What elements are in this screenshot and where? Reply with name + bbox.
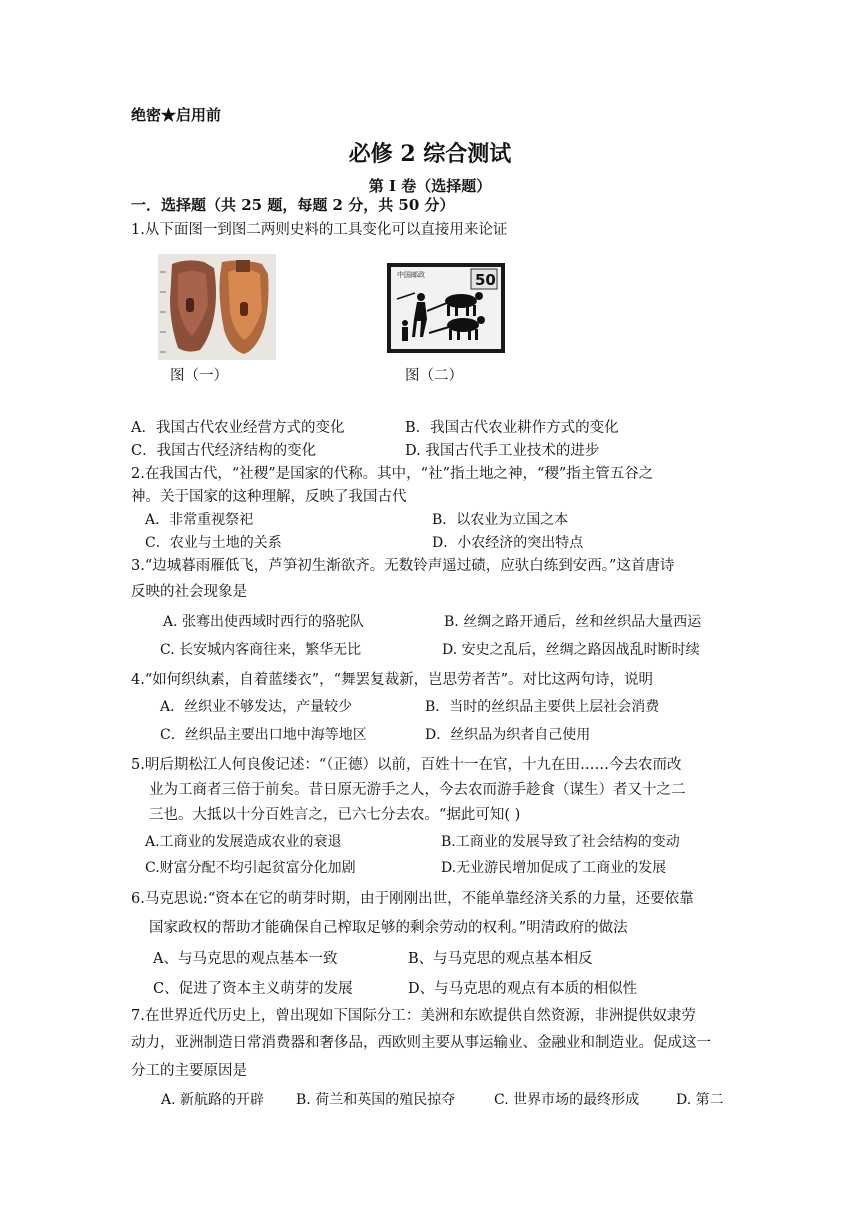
q1-option-b: B．我国古代农业耕作方式的变化 xyxy=(405,420,619,436)
question-5-stem-line-1: 5.明后期松江人何良俊记述：“（正德）以前，百姓十一在官，十九在田……今去农而改 xyxy=(131,757,682,773)
question-5-stem-line-2: 业为工商者三倍于前矣。昔日原无游手之人，今去农而游手趁食（谋生）者又十之二 xyxy=(149,782,686,798)
q7-option-c: C. 世界市场的最终形成 xyxy=(494,1092,640,1108)
q2-option-c: C．农业与土地的关系 xyxy=(145,535,282,551)
question-1-stem: 1.从下面图一到图二两则史料的工具变化可以直接用来论证 xyxy=(131,222,508,238)
question-6-stem-line-1: 6.马克思说:“资本在它的萌芽时期，由于刚刚出世，不能单靠经济关系的力量，还要依靠 xyxy=(131,891,694,907)
q1-option-c: C．我国古代经济结构的变化 xyxy=(131,443,317,459)
section-heading: 一．选择题（共 25 题，每题 2 分，共 50 分） xyxy=(131,196,455,214)
q3-option-c: C. 长安城内客商往来，繁华无比 xyxy=(160,642,362,658)
q2-option-b: B．以农业为立国之本 xyxy=(432,512,569,528)
q5-option-a: A.工商业的发展造成农业的衰退 xyxy=(145,834,342,850)
q1-option-d: D. 我国古代手工业技术的进步 xyxy=(405,443,600,459)
question-3-stem-line-1: 3.“边城暮雨雁低飞，芦笋初生渐欲齐。无数铃声遥过碛，应驮白练到安西。”这首唐诗 xyxy=(131,558,675,574)
part-heading: 第 I 卷（选择题） xyxy=(368,177,492,195)
question-7-stem-line-2: 动力，亚洲制造日常消费器和奢侈品，西欧则主要从事运输业、金融业和制造业。促成这一 xyxy=(131,1035,711,1051)
question-3-stem-line-2: 反映的社会现象是 xyxy=(131,584,247,600)
q4-option-c: C．丝织品主要出口地中海等地区 xyxy=(160,727,367,743)
q2-option-a: A．非常重视祭祀 xyxy=(145,512,254,528)
figure-2-image xyxy=(387,263,505,353)
q3-option-a: A. 张骞出使西域时西行的骆驼队 xyxy=(163,614,365,630)
q6-option-d: D、与马克思的观点有本质的相似性 xyxy=(408,981,638,997)
q3-option-b: B. 丝绸之路开通后，丝和丝织品大量西运 xyxy=(444,614,702,630)
page-title: 必修 2 综合测试 xyxy=(348,141,512,167)
figure-2-caption: 图（二） xyxy=(405,368,463,384)
q5-option-c: C.财富分配不均引起贫富分化加剧 xyxy=(145,860,356,876)
q7-option-b: B. 荷兰和英国的殖民掠夺 xyxy=(296,1092,456,1108)
q7-option-d: D. 第二 xyxy=(676,1092,724,1108)
figure-1-image xyxy=(158,254,276,360)
question-2-stem-line-1: 2.在我国古代，“社稷”是国家的代称。其中，“社”指土地之神，“稷”指主管五谷之 xyxy=(131,466,654,482)
q5-option-b: B.工商业的发展导致了社会结构的变动 xyxy=(441,834,680,850)
stamp-text: 中国邮政 xyxy=(397,271,425,279)
stamp-value: 50 xyxy=(475,271,496,289)
question-7-stem-line-3: 分工的主要原因是 xyxy=(131,1063,247,1079)
q7-option-a: A. 新航路的开辟 xyxy=(161,1092,265,1108)
q4-option-b: B．当时的丝织品主要供上层社会消费 xyxy=(425,699,660,715)
question-2-stem-line-2: 神。关于国家的这种理解，反映了我国古代 xyxy=(131,489,407,505)
figure-1-caption: 图（一） xyxy=(170,368,228,384)
question-6-stem-line-2: 国家政权的帮助才能确保自己榨取足够的剩余劳动的权利。”明清政府的做法 xyxy=(149,920,628,936)
q6-option-c: C、促进了资本主义萌芽的发展 xyxy=(153,981,353,997)
q6-option-b: B、与马克思的观点基本相反 xyxy=(408,951,593,967)
q4-option-d: D．丝织品为织者自己使用 xyxy=(425,727,591,743)
q1-option-a: A．我国古代农业经营方式的变化 xyxy=(131,420,345,436)
q3-option-d: D. 安史之乱后，丝绸之路因战乱时断时续 xyxy=(442,642,700,658)
question-7-stem-line-1: 7.在世界近代历史上，曾出现如下国际分工：美洲和东欧提供自然资源，非洲提供奴隶劳 xyxy=(131,1008,696,1024)
q2-option-d: D．小农经济的突出特点 xyxy=(432,535,584,551)
question-4-stem: 4.“如何织纨素，自着蓝缕衣”，“舞罢复裁新，岂思劳者苦”。对比这两句诗，说明 xyxy=(131,672,653,688)
q4-option-a: A．丝织业不够发达，产量较少 xyxy=(160,699,353,715)
q5-option-d: D.无业游民增加促成了工商业的发展 xyxy=(441,860,667,876)
question-5-stem-line-3: 三也。大抵以十分百姓言之，已六七分去农。“据此可知( ) xyxy=(149,807,521,823)
q6-option-a: A、与马克思的观点基本一致 xyxy=(153,951,338,967)
secret-label: 绝密★启用前 xyxy=(131,106,222,124)
